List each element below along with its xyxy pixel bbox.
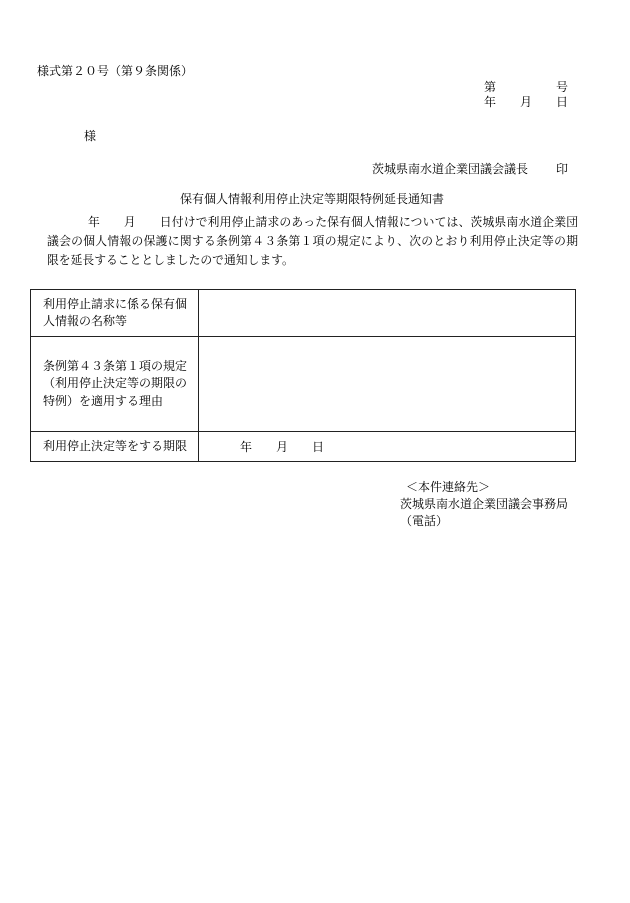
document-number: 第 号 — [483, 80, 568, 94]
table-row-2-label-line-3: 特例）を適用する理由 — [43, 393, 164, 408]
seal-mark: 印 — [555, 162, 568, 176]
addressee-suffix: 様 — [84, 129, 97, 143]
table-row-1-label — [31, 290, 199, 337]
sender-block — [372, 162, 568, 176]
document-date: 年 月 日 — [483, 95, 568, 109]
table-row-3-label-line-1: 利用停止決定等をする期限 — [43, 438, 188, 453]
table-row-1-label-line-1: 利用停止請求に係る保有個 — [43, 296, 188, 311]
table-row-2-label-line-2: （利用停止決定等の期限の — [43, 376, 188, 391]
contact-phone-label: （電話） — [400, 514, 449, 528]
contact-heading: ＜本件連絡先＞ — [406, 480, 491, 494]
table-row-3-value: 年 月 日 — [240, 439, 325, 454]
contact-block — [400, 479, 568, 530]
info-table — [30, 289, 576, 462]
form-label: 様式第２０号（第９条関係） — [37, 64, 194, 78]
table-row-2-label — [31, 337, 199, 432]
table-row-1-label-line-2: 人情報の名称等 — [43, 314, 128, 328]
sender-name: 茨城県南水道企業団議会議長 — [371, 162, 528, 176]
contact-office: 茨城県南水道企業団議会事務局 — [400, 497, 569, 511]
table-row-2-label-line-1: 条例第４３条第１項の規定 — [43, 358, 188, 373]
body-line-2: 議会の個人情報の保護に関する条例第４３条第１項の規定により、次のとおり利用停止決定等の期 — [47, 234, 578, 248]
table-row-2-value — [199, 337, 575, 432]
body-line-3: 限を延長することとしましたので通知します。 — [47, 253, 294, 267]
document-title: 保有個人情報利用停止決定等期限特例延長通知書 — [179, 192, 444, 206]
table-row-3-label — [31, 432, 199, 461]
table-row-1-value — [199, 290, 575, 337]
body-line-1: 年 月 日付けで利用停止請求のあった保有個人情報については、茨城県南水道企業団 — [88, 215, 578, 229]
